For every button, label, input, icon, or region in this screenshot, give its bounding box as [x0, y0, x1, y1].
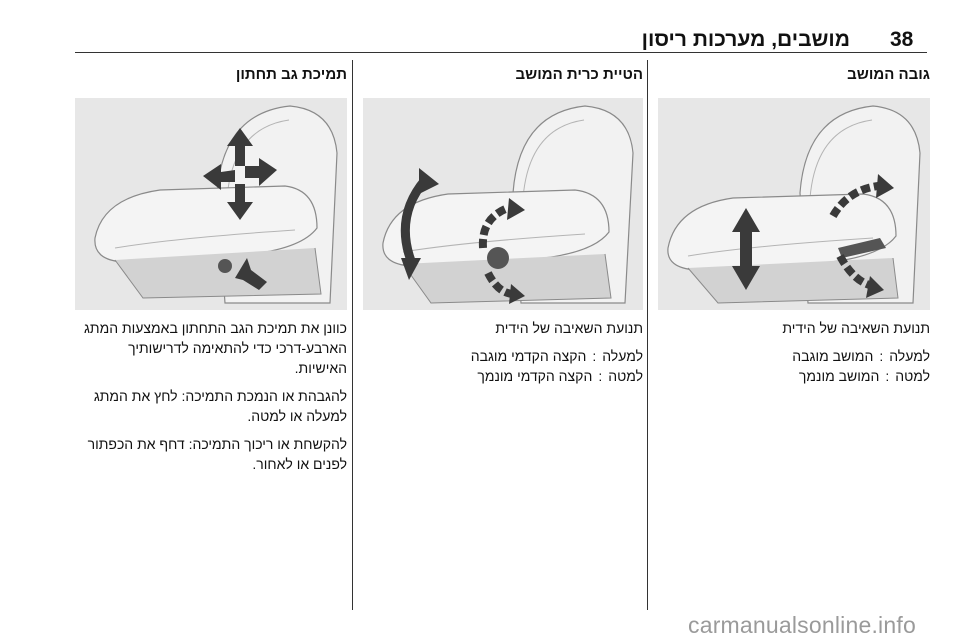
- seat-tilt-illustration: [363, 98, 643, 310]
- column-divider: [647, 60, 648, 610]
- movement-description: הקצה הקדמי מונמך: [477, 368, 593, 384]
- page-header: [0, 0, 960, 58]
- section-text: [75, 318, 347, 482]
- section-heading: גובה המושב: [847, 66, 930, 83]
- movement-intro: תנועת השאיבה של הידית: [495, 320, 643, 336]
- section-heading: תמיכת גב תחתון: [235, 66, 347, 83]
- section-seat-height: [658, 58, 930, 603]
- movement-direction: למטה: [608, 368, 643, 384]
- seat-illustration-icon: [658, 98, 930, 310]
- movement-description: הקצה הקדמי מוגבה: [470, 348, 587, 364]
- movement-row-down: למטה : הקצה הקדמי מונמך: [477, 368, 643, 384]
- movement-direction: למעלה: [602, 348, 643, 364]
- movement-direction: למעלה: [889, 348, 930, 364]
- watermark: carmanualsonline.info: [688, 612, 916, 638]
- movement-description: המושב מוגבה: [792, 348, 874, 364]
- instruction-paragraph: להגבהת או הנמכת התמיכה: לחץ את המתג למעלה או למטה.: [93, 388, 347, 424]
- movement-row-up: למעלה : המושב מוגבה: [792, 348, 930, 364]
- instruction-paragraph: כוונן את תמיכת הגב התחתון באמצעות המתג הארבע-דרכי כדי להתאימה לדרישותיך האישיות.: [83, 320, 347, 376]
- header-rule: [75, 52, 927, 53]
- section-text: [363, 318, 643, 386]
- section-text: [658, 318, 930, 386]
- column-divider: [352, 60, 353, 610]
- page-number: 38: [890, 28, 914, 51]
- seat-illustration-icon: [363, 98, 643, 310]
- movement-row-down: למטה : המושב מונמך: [798, 368, 930, 384]
- seat-height-illustration: [658, 98, 930, 310]
- section-lumbar-support: [75, 58, 347, 603]
- movement-intro: תנועת השאיבה של הידית: [782, 320, 930, 336]
- movement-direction: למטה: [895, 368, 930, 384]
- movement-row-up: למעלה : הקצה הקדמי מוגבה: [470, 348, 643, 364]
- instruction-paragraph: להקשחת או ריכוך התמיכה: דחף את הכפתור לפנים או לאחור.: [87, 436, 347, 472]
- page-title: מושבים, מערכות ריסון: [641, 28, 850, 51]
- seat-illustration-icon: [75, 98, 347, 310]
- movement-description: המושב מונמך: [798, 368, 880, 384]
- section-heading: הטיית כרית המושב: [515, 66, 643, 83]
- section-seat-tilt: [363, 58, 643, 603]
- lumbar-support-illustration: [75, 98, 347, 310]
